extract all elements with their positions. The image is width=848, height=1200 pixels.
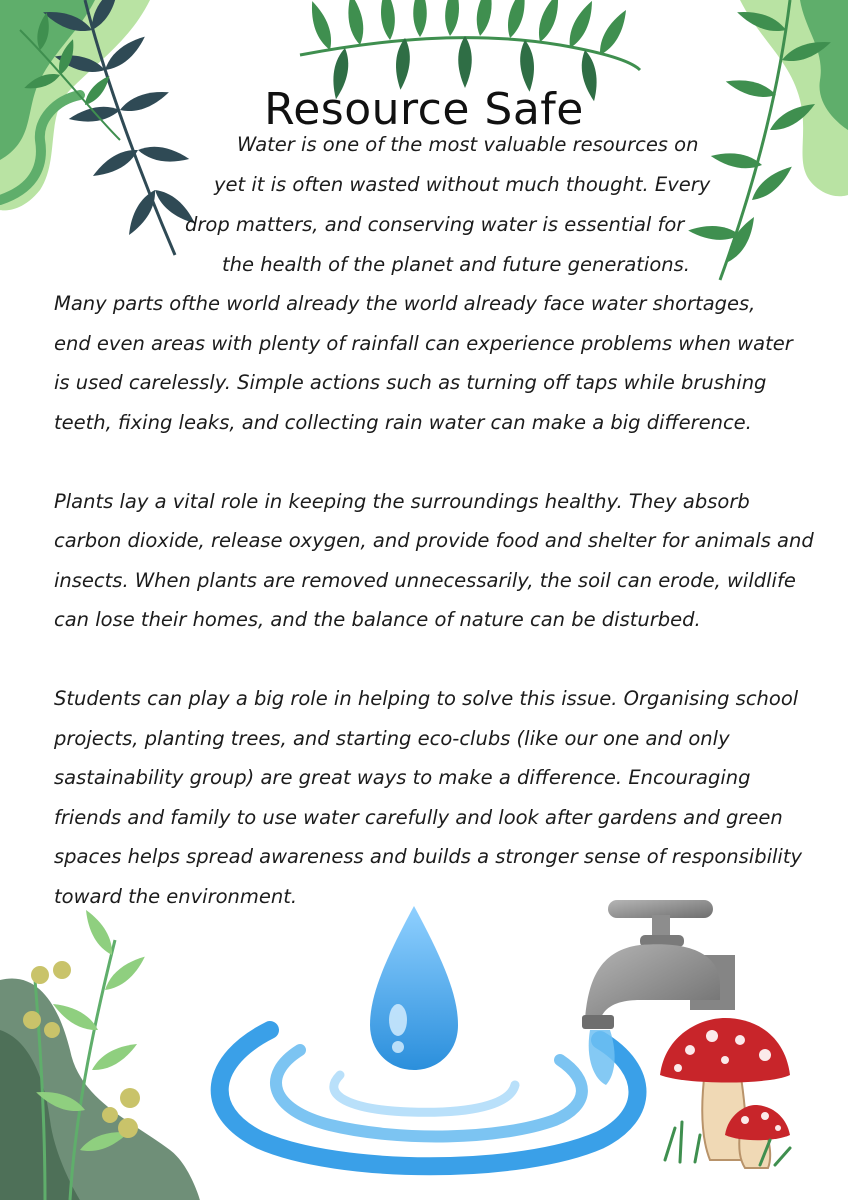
water-drop-ripple-icon	[220, 906, 638, 1166]
intro-line: Water is one of the most valuable resources on	[237, 133, 699, 156]
paragraph2-line: insects. When plants are removed unnecessarily, the soil can erode, wildlife	[54, 569, 796, 592]
paragraph1-line: is used carelessly. Simple actions such as turning off taps while brushing	[54, 371, 767, 394]
paragraph3-line: Students can play a big role in helping to solve this issue. Organising school	[54, 687, 799, 710]
paragraph1-line: teeth, fixing leaks, and collecting rain water can make a big difference.	[54, 411, 752, 434]
flowering-plant-icon	[0, 907, 200, 1200]
page-title: Resource Safe	[264, 84, 584, 135]
paragraph3-line: friends and family to use water carefully and look after gardens and green	[54, 806, 783, 829]
paragraph3-line: spaces helps spread awareness and builds a stronger sense of responsibility	[54, 845, 803, 868]
paragraph1-line: end even areas with plenty of rainfall can experience problems when water	[54, 332, 793, 355]
toadstool-icon	[660, 1018, 790, 1168]
paragraph3-line: sastainability group) are great ways to make a difference. Encouraging	[54, 766, 751, 789]
intro-line: drop matters, and conserving water is essential for	[185, 213, 685, 236]
paragraph2-line: can lose their homes, and the balance of nature can be disturbed.	[54, 608, 701, 631]
paragraph3-line: projects, planting trees, and starting eco-clubs (like our one and only	[54, 727, 730, 750]
paragraph2-line: Plants lay a vital role in keeping the surroundings healthy. They absorb	[54, 490, 750, 513]
intro-line: yet it is often wasted without much thought. Every	[214, 173, 711, 196]
paragraph2-line: carbon dioxide, release oxygen, and provide food and shelter for animals and	[54, 529, 814, 552]
paragraph1-line: Many parts ofthe world already the world already face water shortages,	[54, 292, 756, 315]
paragraph3-line: toward the environment.	[54, 885, 298, 908]
intro-line: the health of the planet and future generations.	[222, 253, 690, 276]
hanging-vine-icon	[688, 0, 848, 280]
